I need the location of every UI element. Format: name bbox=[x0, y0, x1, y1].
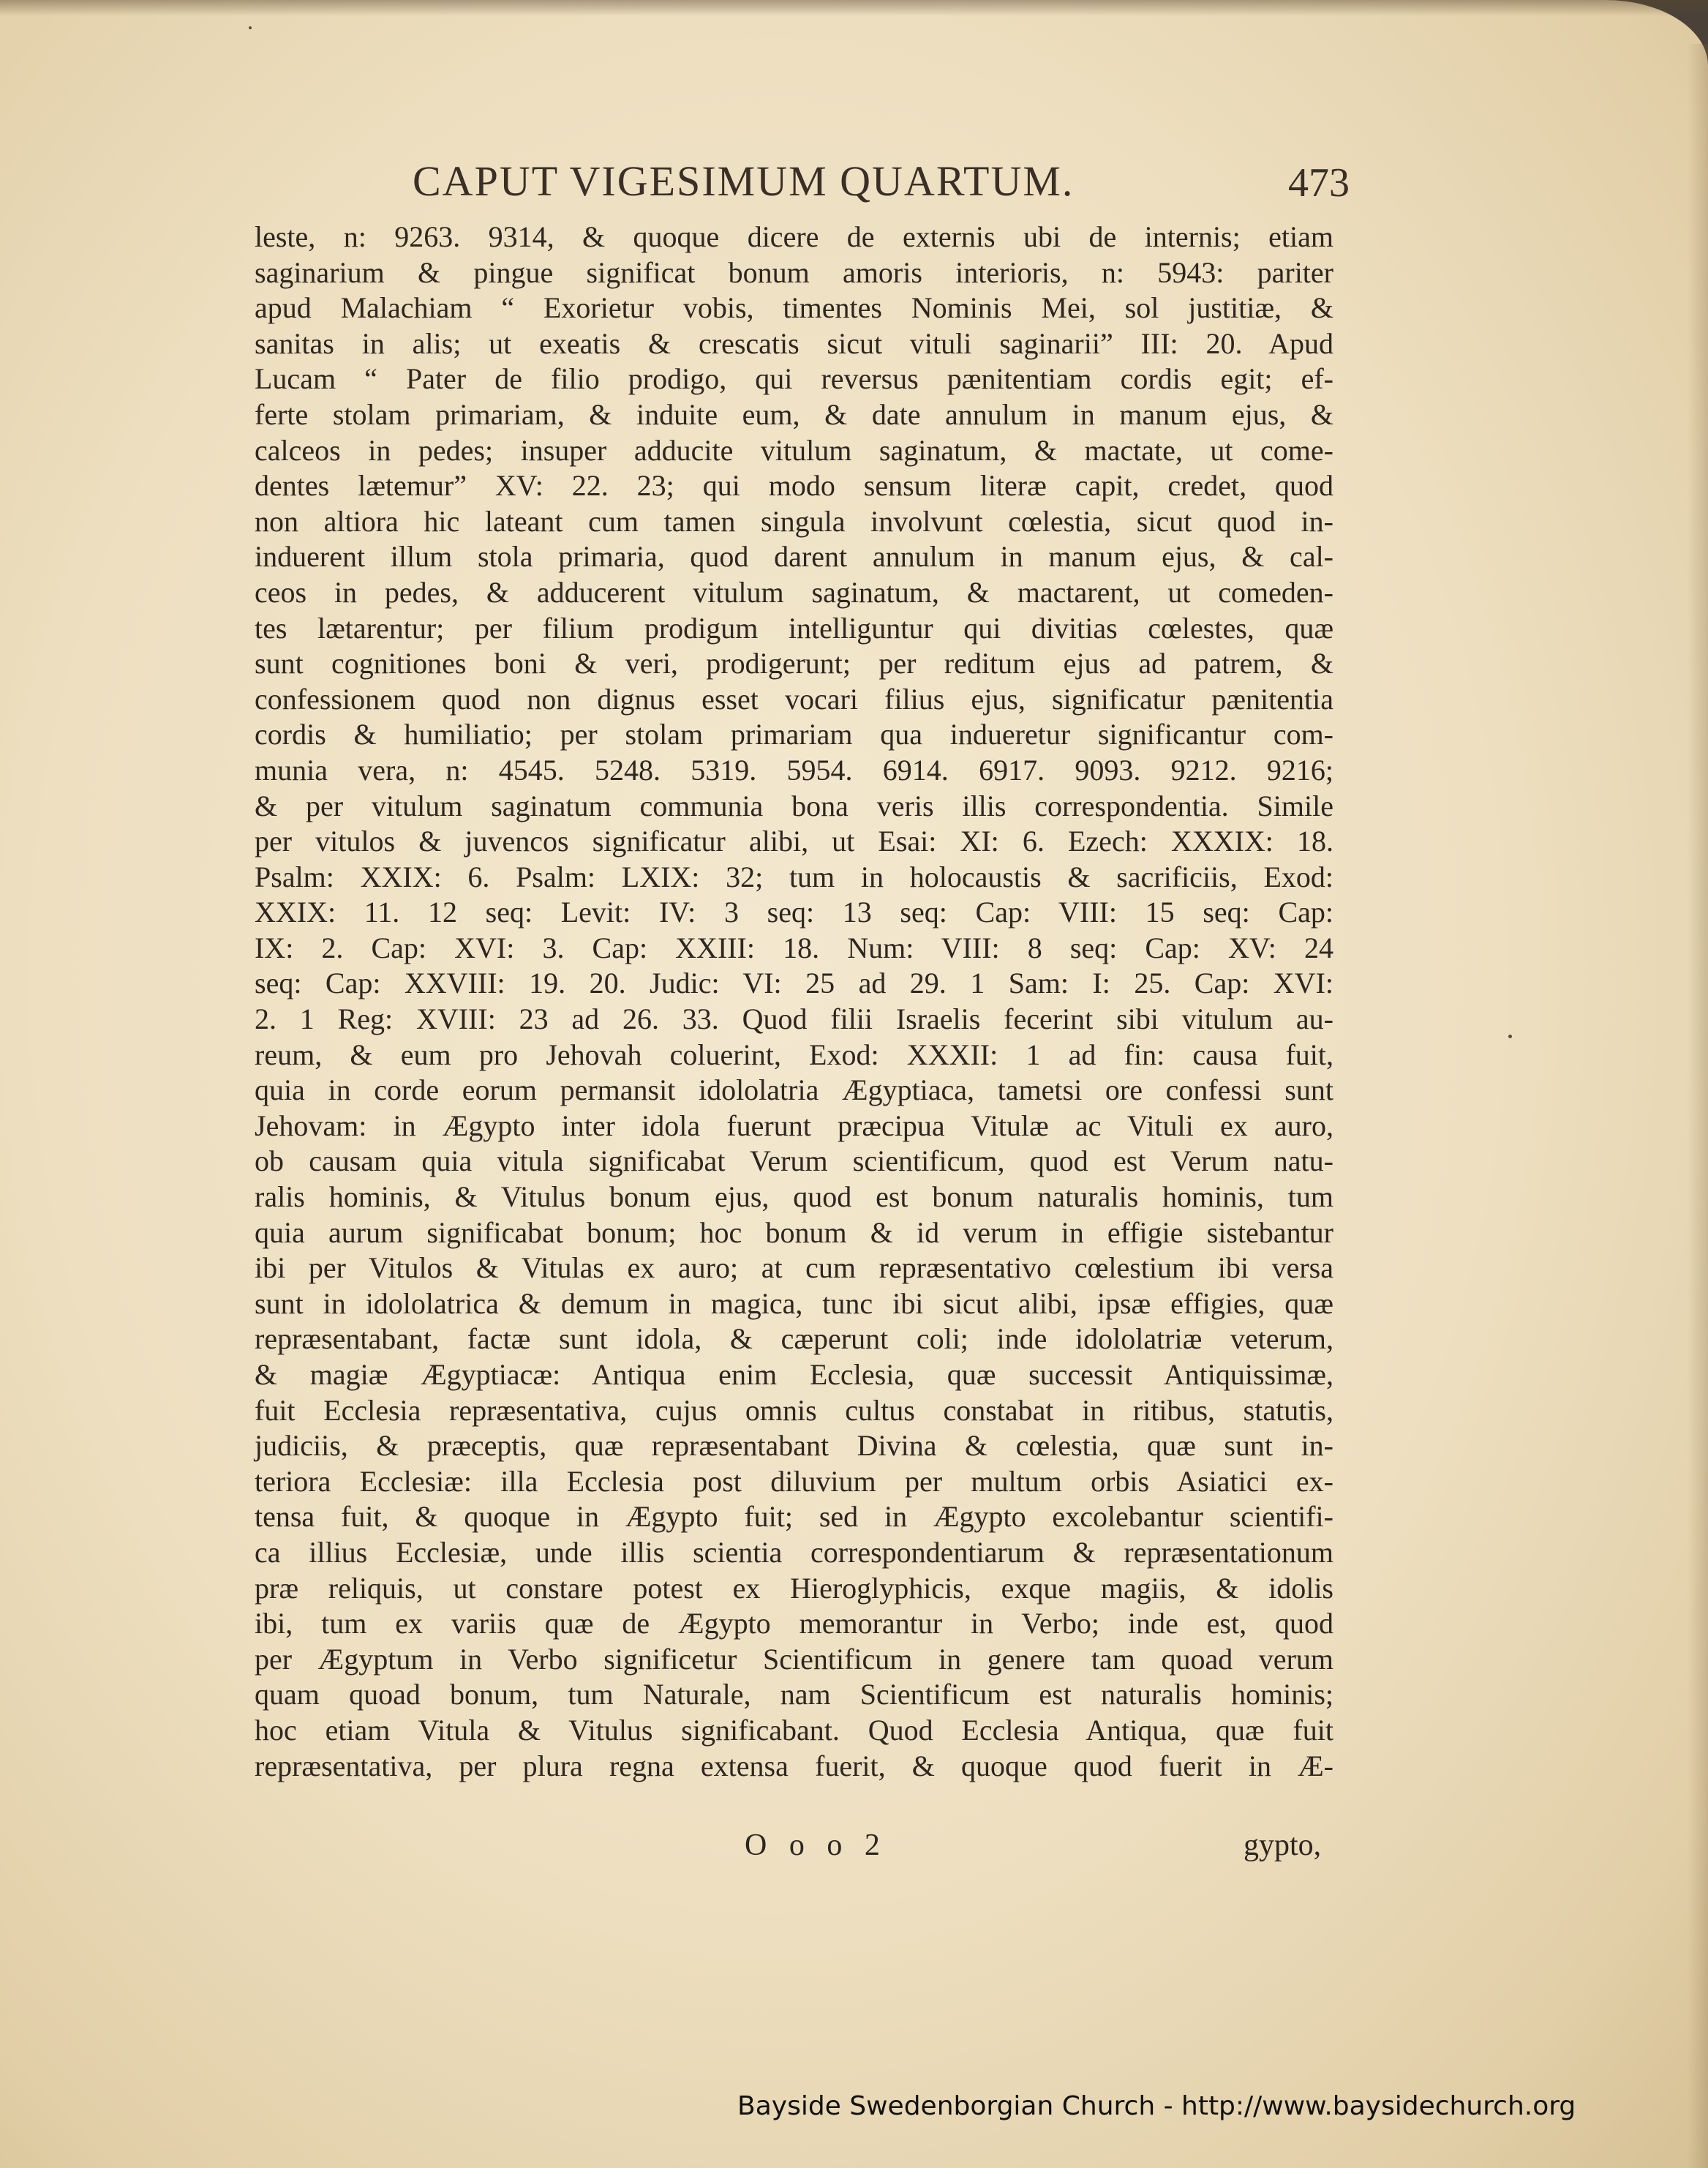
text-line: ob causam quia vitula significabat Verum scientificum, quod est Verum natu- bbox=[255, 1144, 1333, 1178]
text-line: confessionem quod non dignus esset vocari filius ejus, significatur pænitentia bbox=[255, 682, 1333, 716]
text-line: IX: 2. Cap: XVI: 3. Cap: XXIII: 18. Num: VIII: 8 seq: Cap: XV: 24 bbox=[255, 931, 1333, 964]
page-right-shadow bbox=[1688, 44, 1708, 2168]
text-line: teriora Ecclesiæ: illa Ecclesia post diluvium per multum orbis Asiatici ex- bbox=[255, 1464, 1333, 1498]
text-line: tensa fuit, & quoque in Ægypto fuit; sed in Ægypto excolebantur scientifi- bbox=[255, 1500, 1333, 1534]
text-line: præ reliquis, ut constare potest ex Hieroglyphicis, exque magiis, & idolis bbox=[255, 1571, 1333, 1605]
text-line: ibi per Vitulos & Vitulas ex auro; at cum repræsentativo cœlestium ibi versa bbox=[255, 1251, 1333, 1285]
text-line: judiciis, & præceptis, quæ repræsentabant Divina & cœlestia, quæ sunt in- bbox=[255, 1429, 1333, 1463]
text-line: per Ægyptum in Verbo significetur Scientificum in genere tam quoad verum bbox=[255, 1642, 1333, 1676]
text-line: sunt cognitiones boni & veri, prodigerunt; per reditum ejus ad patrem, & bbox=[255, 647, 1333, 680]
text-line: apud Malachiam “ Exorietur vobis, timentes Nominis Mei, sol justitiæ, & bbox=[255, 291, 1333, 325]
text-line: per vitulos & juvencos significatur alibi, ut Esai: XI: 6. Ezech: XXXIX: 18. bbox=[255, 825, 1333, 858]
text-line: leste, n: 9263. 9314, & quoque dicere de externis ubi de internis; etiam bbox=[255, 220, 1333, 253]
text-line: hoc etiam Vitula & Vitulus significabant. Quod Ecclesia Antiqua, quæ fuit bbox=[255, 1713, 1333, 1747]
text-line: dentes lætemur” XV: 22. 23; qui modo sensum literæ capit, credet, quod bbox=[255, 469, 1333, 503]
body-text bbox=[255, 220, 1333, 1784]
text-line: XXIX: 11. 12 seq: Levit: IV: 3 seq: 13 seq: Cap: VIII: 15 seq: Cap: bbox=[255, 896, 1333, 929]
text-line: repræsentabant, factæ sunt idola, & cæperunt coli; inde idololatriæ veterum, bbox=[255, 1322, 1333, 1356]
text-line: 2. 1 Reg: XVIII: 23 ad 26. 33. Quod filii Israelis fecerint sibi vitulum au- bbox=[255, 1002, 1333, 1036]
text-line: munia vera, n: 4545. 5248. 5319. 5954. 6914. 6917. 9093. 9212. 9216; bbox=[255, 753, 1333, 787]
paper-speck bbox=[249, 26, 252, 29]
text-line: repræsentativa, per plura regna extensa fuerit, & quoque quod fuerit in Æ- bbox=[255, 1749, 1333, 1782]
page-number: 473 bbox=[1288, 160, 1350, 206]
text-line: quam quoad bonum, tum Naturale, nam Scientificum est naturalis hominis; bbox=[255, 1678, 1333, 1711]
page-top-shadow bbox=[0, 0, 1708, 16]
text-line: calceos in pedes; insuper adducite vitulum saginatum, & mactate, ut come- bbox=[255, 433, 1333, 467]
scan-credit: Bayside Swedenborgian Church - http://www.baysidechurch.org bbox=[737, 2091, 1576, 2121]
text-line: Lucam “ Pater de filio prodigo, qui reversus pænitentiam cordis egit; ef- bbox=[255, 362, 1333, 396]
text-line: saginarium & pingue significat bonum amoris interioris, n: 5943: pariter bbox=[255, 255, 1333, 289]
text-line: & per vitulum saginatum communia bona veris illis correspondentia. Simile bbox=[255, 789, 1333, 822]
text-line: sunt in idololatrica & demum in magica, tunc ibi sicut alibi, ipsæ effigies, quæ bbox=[255, 1286, 1333, 1320]
text-line: ceos in pedes, & adducerent vitulum saginatum, & mactarent, ut comeden- bbox=[255, 575, 1333, 609]
text-line: ca illius Ecclesiæ, unde illis scientia correspondentiarum & repræsentationum bbox=[255, 1535, 1333, 1569]
paper-speck bbox=[1508, 1035, 1512, 1038]
text-line: Psalm: XXIX: 6. Psalm: LXIX: 32; tum in holocaustis & sacrificiis, Exod: bbox=[255, 860, 1333, 893]
text-line: ibi, tum ex variis quæ de Ægypto memorantur in Verbo; inde est, quod bbox=[255, 1607, 1333, 1640]
running-title: CAPUT VIGESIMUM QUARTUM. bbox=[413, 157, 1075, 205]
text-line: ferte stolam primariam, & induite eum, & date annulum in manum ejus, & bbox=[255, 397, 1333, 431]
text-line: seq: Cap: XXVIII: 19. 20. Judic: VI: 25 ad 29. 1 Sam: I: 25. Cap: XVI: bbox=[255, 967, 1333, 1000]
text-line: Jehovam: in Ægypto inter idola fuerunt præcipua Vitulæ ac Vituli ex auro, bbox=[255, 1109, 1333, 1142]
text-line: cordis & humiliatio; per stolam primariam qua indueretur significantur com- bbox=[255, 718, 1333, 751]
text-line: induerent illum stola primaria, quod darent annulum in manum ejus, & cal- bbox=[255, 540, 1333, 574]
text-line: tes lætarentur; per filium prodigum intelliguntur qui divitias cœlestes, quæ bbox=[255, 611, 1333, 645]
text-line: reum, & eum pro Jehovah coluerint, Exod: XXXII: 1 ad fin: causa fuit, bbox=[255, 1038, 1333, 1071]
text-line: & magiæ Ægyptiacæ: Antiqua enim Ecclesia, quæ successit Antiquissimæ, bbox=[255, 1358, 1333, 1391]
catchword: gypto, bbox=[1244, 1828, 1322, 1862]
text-line: quia in corde eorum permansit idololatria Ægyptiaca, tametsi ore confessi sunt bbox=[255, 1073, 1333, 1107]
signature-mark: O o o 2 bbox=[745, 1828, 887, 1862]
text-line: ralis hominis, & Vitulus bonum ejus, quod est bonum naturalis hominis, tum bbox=[255, 1180, 1333, 1214]
text-line: sanitas in alis; ut exeatis & crescatis sicut vituli saginarii” III: 20. Apud bbox=[255, 326, 1333, 360]
text-line: fuit Ecclesia repræsentativa, cujus omnis cultus constabat in ritibus, statutis, bbox=[255, 1393, 1333, 1427]
text-line: quia aurum significabat bonum; hoc bonum & id verum in effigie sistebantur bbox=[255, 1215, 1333, 1249]
text-line: non altiora hic lateant cum tamen singula involvunt cœlestia, sicut quod in- bbox=[255, 504, 1333, 538]
